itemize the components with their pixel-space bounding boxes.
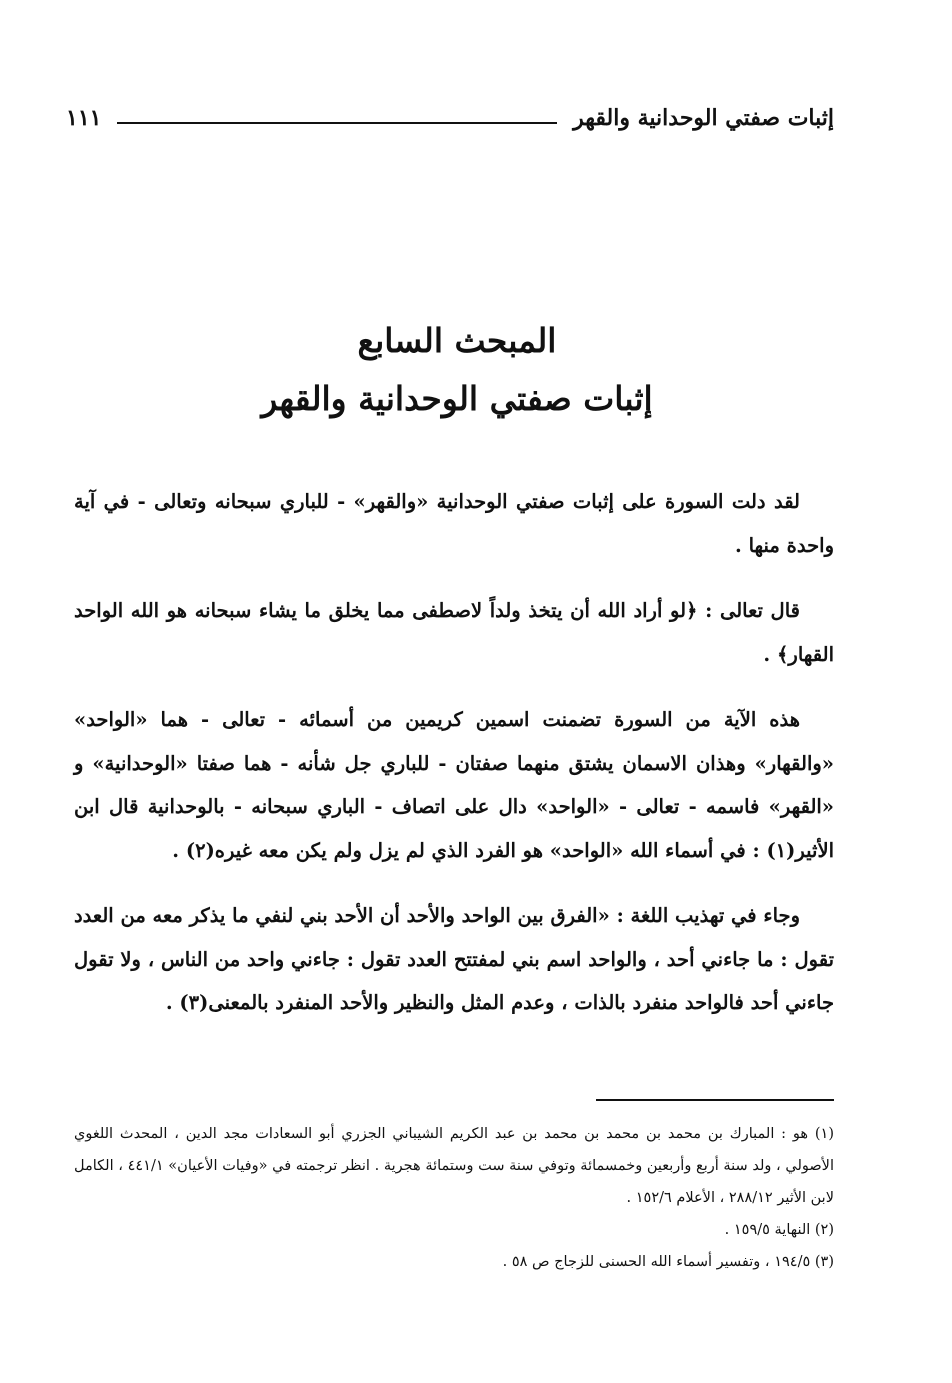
- footnotes: [74, 1118, 834, 1278]
- footnote: (١) هو : المبارك بن محمد بن محمد بن محمد بن عبد الكريم الشيباني الجزري أبو السعادات مجد الدين ، المحدث اللغوي الأصولي ، ولد سنة أربع وأربعين وخمسمائة وتوفي سنة ست وستمائة هجرية . انظر ترجمته في «وفيات الأعيان» ٤٤١/١ ، الكامل لابن الأثير ٢٨٨/١٢ ، الأعلام ١٥٢/٦ .: [74, 1126, 834, 1206]
- running-title: إثبات صفتي الوحدانية والقهر: [573, 105, 834, 131]
- footnote-separator: [596, 1099, 834, 1101]
- chapter-title: إثبات صفتي الوحدانية والقهر: [261, 379, 653, 418]
- footnote: (٢) النهاية ١٥٩/٥ .: [724, 1222, 834, 1238]
- running-header: [66, 98, 834, 138]
- paragraph: لقد دلت السورة على إثبات صفتي الوحدانية «والقهر» - للباري سبحانه وتعالى - في آية واحدة منها .: [74, 490, 834, 557]
- chapter-number: المبحث السابع: [357, 321, 557, 360]
- paragraph: هذه الآية من السورة تضمنت اسمين كريمين من أسمائه - تعالى - هما «الواحد» «والقهار» وهذان الاسمان يشتق منهما صفتان - للباري جل شأنه - هما صفتا «الوحدانية» و «القهر» فاسمه - تعالى - «الواحد» دال على اتصاف - الباري سبحانه - بالوحدانية قال ابن الأثير(١) : في أسماء الله «الواحد» هو الفرد الذي لم يزل ولم يكن معه غيره(٢) .: [74, 708, 834, 862]
- header-rule: [117, 122, 557, 124]
- chapter-heading: [80, 312, 834, 428]
- main-text: [74, 480, 834, 1047]
- page-number: ١١١: [66, 105, 102, 131]
- footnote: (٣) ١٩٤/٥ ، وتفسير أسماء الله الحسنى للزجاج ص ٥٨ .: [502, 1254, 834, 1270]
- paragraph: قال تعالى : ﴿لو أراد الله أن يتخذ ولداً لاصطفى مما يخلق ما يشاء سبحانه هو الله الواحد القهار﴾ .: [74, 599, 834, 666]
- paragraph: وجاء في تهذيب اللغة : «الفرق بين الواحد والأحد أن الأحد بني لنفي ما يذكر معه من العدد تقول : ما جاءني أحد ، والواحد اسم بني لمفتتح العدد تقول : جاءني واحد من الناس ، ولا تقول جاءني أحد فالواحد منفرد بالذات ، وعدم المثل والنظير والأحد المنفرد بالمعنى(٣) .: [74, 904, 834, 1014]
